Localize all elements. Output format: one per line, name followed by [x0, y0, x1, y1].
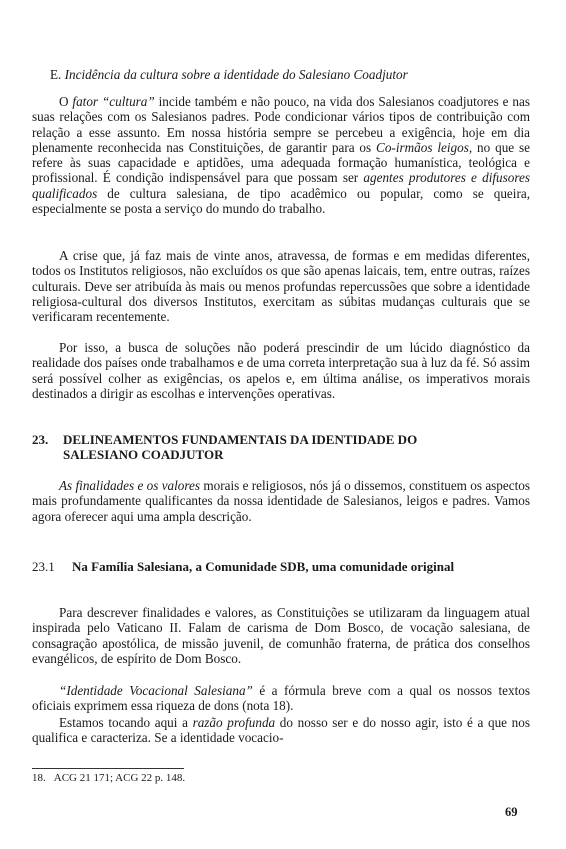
paragraph-vocational-identity — [32, 683, 530, 714]
paragraph-search-solutions: Por isso, a busca de soluções não poderá prescindir de um lúcido diagnóstico da realidade dos países onde trabalhamos e de uma correta interpretação sua à luz da fé. Só assim será possível colher as exigências, os apelos e, em última análise, os imperativos morais destinados a dirigir as escolhas e intervenções operativas. — [32, 340, 530, 401]
p7-italic-1: razão profunda — [192, 715, 276, 730]
paragraph-describe-finalities: Para descrever finalidades e valores, as Constituições se utilizaram da linguagem atual inspirada pelo Vaticano II. Falam de carisma de Dom Bosco, de vocação salesiana, de consagração apostólica, de missão juvenil, de comunhão fraterna, de prática dos conselhos evangélicos, de espírito de Dom Bosco. — [32, 605, 530, 666]
p1-text-4: de cultura salesiana, de tipo acadêmico ou popular, como se queira, especialmente se posta a serviço do mundo do trabalho. — [32, 185, 530, 217]
p1-italic-1: fator “cultura” — [72, 94, 155, 109]
footnote — [32, 772, 185, 785]
section-23-1-number: 23.1 — [32, 559, 55, 574]
heading-letter: E. — [50, 67, 62, 82]
paragraph-crisis: A crise que, já faz mais de vinte anos, atravessa, de formas e em medidas diferentes, todos os Institutos religiosos, não excluídos os que são apenas laicais, tem, entre outras, raízes culturais. Deve ser atribuída às mais ou menos profundas repercussões que sobre a identidade religiosa-cultural dos diversos Institutos, exercitam as súbitas mudanças culturais que se verificaram recentemente. — [32, 248, 530, 325]
paragraph-deep-reason — [32, 715, 530, 746]
section-heading-e — [50, 67, 550, 82]
footnote-divider — [32, 768, 184, 769]
section-23-heading — [32, 432, 502, 464]
section-23-1-title: Na Família Salesiana, a Comunidade SDB, uma comunidade original — [72, 559, 455, 574]
p1-text-1: O — [59, 94, 73, 109]
p7-text-2: do nosso ser e do nosso agir, isto é a que nos qualifica e caracteriza. Se a identidade vocacio- — [32, 715, 530, 746]
p4-italic-1: As finalidades e os valores — [59, 478, 201, 493]
footnote-text: ACG 21 171; ACG 22 p. 148. — [53, 772, 186, 784]
p1-italic-3: agentes produtores e difusores qualificados — [32, 170, 530, 201]
heading-title: Incidência da cultura sobre a identidade do Salesiano Coadjutor — [64, 67, 408, 82]
p1-text-2: incide também e não pouco, na vida dos Salesianos coadjutores e nas suas relações com os Salesianos padres. Pode condicionar vários tipos de contribuição com relação a esse assunto. Em nossa história sempre se percebeu a exigência, hoje em dia plenamente reconhecida nas Constituições, de garantir para os — [32, 94, 530, 155]
p1-italic-2: Co-irmãos leigos — [376, 139, 469, 155]
footnote-number: 18. — [32, 772, 46, 784]
p4-text-1: morais e religiosos, nós já o dissemos, constituem os aspectos mais profundamente qualificantes da nossa identidade de Salesianos, leigos e padres. Vamos agora oferecer aqui uma ampla descrição. — [32, 478, 530, 524]
p6-text-1: é a fórmula breve com a qual os nossos textos oficiais exprimem essa riqueza de dons (nota 18). — [32, 683, 530, 714]
section-23-title: DELINEAMENTOS FUNDAMENTAIS DA IDENTIDADE DO SALESIANO COADJUTOR — [63, 432, 418, 463]
p6-italic-1: “Identidade Vocacional Salesiana” — [59, 683, 253, 698]
paragraph-finalities — [32, 478, 530, 524]
paragraph-culture-factor — [32, 94, 530, 216]
p1-text-3: , no que se refere às suas capacidade e aptidões, uma adequada formação humanística, teológica e profissional. É condição indispensável para que possam ser — [32, 139, 531, 186]
section-23-1-heading — [32, 559, 502, 591]
page-number: 69 — [505, 805, 518, 819]
p7-text-1: Estamos tocando aqui a — [59, 715, 193, 730]
section-23-number: 23. — [32, 432, 49, 447]
